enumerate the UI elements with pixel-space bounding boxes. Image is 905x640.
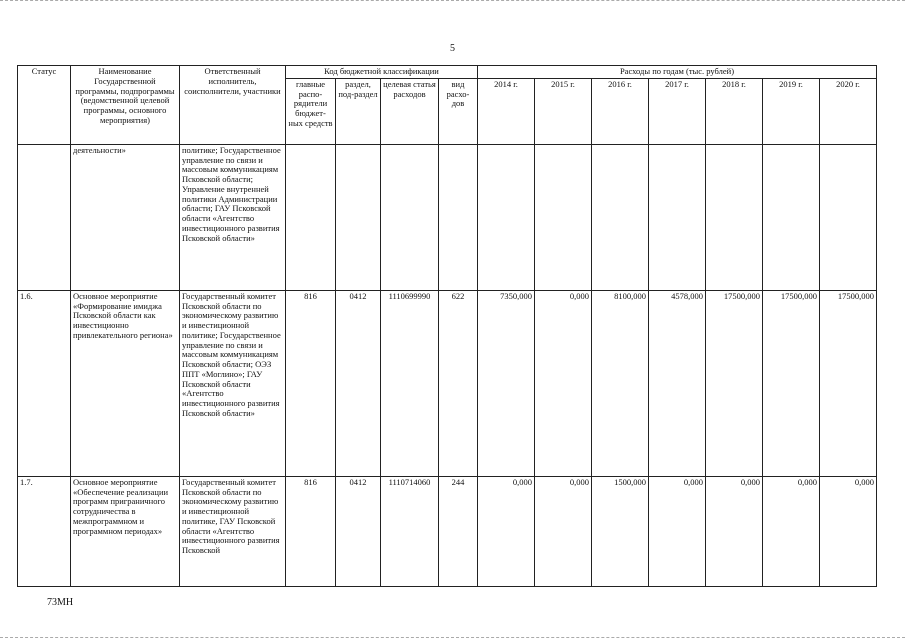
row-razdel: 0412 [336,476,381,586]
row-tselevaya: 1110714060 [381,476,439,586]
header-name: Наименование Государственной программы, подпрограммы (ведомственной целевой программы, основного мероприятия) [71,66,180,145]
row-executor: политике; Государственное управление по связи и массовым коммуникациям Псковской области; Управление внутренней политики Администрации области; ГАУ Псковской области «Агентство инвестиционного развития Псковской области» [180,144,286,290]
table-row [18,144,877,290]
row-name: Основное мероприятие «Обеспечение реализации программ приграничного сотрудничества в межпрограммном и программном периодах» [71,476,180,586]
header-razdel: раздел, под-раздел [336,78,381,144]
page-edge-bottom [0,637,905,639]
row-tselevaya [381,144,439,290]
header-expenses: Расходы по годам (тыс. рублей) [478,66,877,79]
row-value-2014: 7350,000 [478,290,535,476]
row-name: деятельности» [71,144,180,290]
row-value-2019: 17500,000 [763,290,820,476]
row-value-2020: 0,000 [820,476,877,586]
row-executor: Государственный комитет Псковской области по экономическому развитию и инвестиционной политике; Государственное управление по связи и массовым коммуникациям Псковской области; ОЭЗ ППТ «Моглино»; ГАУ Псковской области «Агентство инвестиционного развития Псковской области» [180,290,286,476]
budget-table [17,65,877,587]
row-value-2019: 0,000 [763,476,820,586]
header-vid: вид расхо-дов [439,78,478,144]
row-value-2020 [820,144,877,290]
row-name: Основное мероприятие «Формирование имиджа Псковской области как инвестиционно привлекательного региона» [71,290,180,476]
row-value-2019 [763,144,820,290]
row-value-2015: 0,000 [535,290,592,476]
header-year-2020: 2020 г. [820,78,877,144]
row-vid [439,144,478,290]
row-value-2014: 0,000 [478,476,535,586]
header-glavnye: главные распо-рядители бюджет-ных средств [286,78,336,144]
header-executor: Ответственный исполнитель, соисполнители, участники [180,66,286,145]
row-value-2016: 8100,000 [592,290,649,476]
row-vid: 244 [439,476,478,586]
header-year-2017: 2017 г. [649,78,706,144]
row-value-2020: 17500,000 [820,290,877,476]
row-glavnye: 816 [286,476,336,586]
header-year-2015: 2015 г. [535,78,592,144]
row-value-2018 [706,144,763,290]
row-status: 1.6. [18,290,71,476]
row-executor: Государственный комитет Псковской области по экономическому развитию и инвестиционной политике, ГАУ Псковской области «Агентство инвестиционного развития Псковской [180,476,286,586]
table-row [18,476,877,586]
header-year-2018: 2018 г. [706,78,763,144]
header-tselevaya: целевая статья расходов [381,78,439,144]
row-razdel: 0412 [336,290,381,476]
header-budget-code: Код бюджетной классификации [286,66,478,79]
footer-document-code: 73МН [47,597,74,608]
header-year-2016: 2016 г. [592,78,649,144]
row-value-2014 [478,144,535,290]
row-value-2018: 0,000 [706,476,763,586]
row-value-2015 [535,144,592,290]
row-glavnye: 816 [286,290,336,476]
row-value-2016: 1500,000 [592,476,649,586]
row-tselevaya: 1110699990 [381,290,439,476]
row-value-2016 [592,144,649,290]
row-value-2017: 0,000 [649,476,706,586]
header-year-2014: 2014 г. [478,78,535,144]
row-value-2017: 4578,000 [649,290,706,476]
row-value-2015: 0,000 [535,476,592,586]
page-number: 5 [450,43,455,54]
row-razdel [336,144,381,290]
header-status: Статус [18,66,71,145]
row-glavnye [286,144,336,290]
row-status: 1.7. [18,476,71,586]
row-value-2018: 17500,000 [706,290,763,476]
page-edge-top [0,0,905,2]
row-value-2017 [649,144,706,290]
row-status [18,144,71,290]
table-row [18,290,877,476]
row-vid: 622 [439,290,478,476]
header-year-2019: 2019 г. [763,78,820,144]
